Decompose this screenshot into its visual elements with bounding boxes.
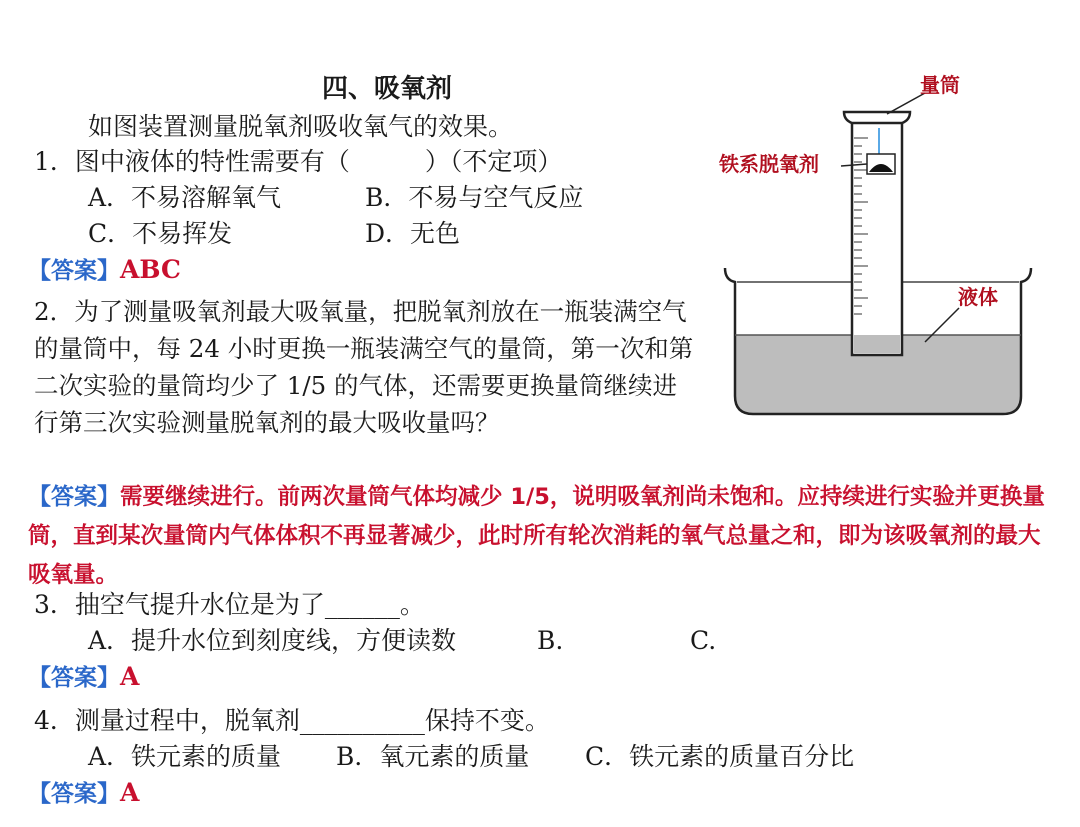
- q4-answer: A: [120, 778, 140, 807]
- apparatus-figure: [715, 68, 1075, 428]
- answer-label: 【答案】: [28, 665, 120, 691]
- q2-answer: 需要继续进行。前两次量筒气体均减少 1/5，说明吸氧剂尚未饱和。应持续进行实验并更换量筒，直到某次量筒内气体体积不再显著减少，此时所有轮次消耗的氧气总量之和，即为该吸氧剂的最大吸氧量。: [28, 484, 1045, 588]
- q1-option-c: C．不易挥发: [88, 219, 233, 248]
- section-title: 四、吸氧剂: [322, 74, 453, 104]
- intro-text: 如图装置测量脱氧剂吸收氧气的效果。: [88, 112, 514, 141]
- label-deoxidizer: 铁系脱氧剂: [719, 152, 819, 176]
- q4-option-a: A．铁元素的质量: [88, 742, 282, 771]
- q4-stem: 4．测量过程中，脱氧剂__________保持不变。: [34, 706, 550, 735]
- answer-label: 【答案】: [28, 258, 120, 284]
- q4-option-c: C．铁元素的质量百分比: [585, 742, 855, 771]
- q1-stem: 1．图中液体的特性需要有（ ）（不定项）: [34, 147, 563, 176]
- q4-option-b: B．氧元素的质量: [336, 742, 530, 771]
- q2-stem: 2．为了测量吸氧剂最大吸氧量，把脱氧剂放在一瓶装满空气的量筒中，每 24 小时更换一瓶装满空气的量筒，第一次和第二次实验的量筒均少了 1/5 的气体，还需要更换量筒继续进行第三次实验测量脱氧剂的最大吸收量吗？: [34, 297, 694, 437]
- answer-label: 【答案】: [28, 781, 120, 807]
- q3-option-a: A．提升水位到刻度线，方便读数: [88, 626, 457, 655]
- q2-answer-row: [28, 477, 1058, 594]
- q1-answer-row: [28, 253, 181, 288]
- cylinder-lip: [844, 112, 910, 123]
- answer-label: 【答案】: [28, 484, 120, 510]
- q1-option-a: A．不易溶解氧气: [88, 183, 282, 212]
- q1-option-b: B．不易与空气反应: [365, 183, 584, 212]
- label-liquid: 液体: [958, 285, 998, 309]
- q3-stem: 3．抽空气提升水位是为了______。: [34, 590, 425, 619]
- q3-answer: A: [120, 662, 140, 691]
- q1-option-d: D．无色: [365, 219, 461, 248]
- label-cylinder: 量筒: [920, 73, 960, 97]
- q3-answer-row: [28, 660, 139, 695]
- q4-answer-row: [28, 776, 139, 811]
- q3-option-c: C.: [690, 626, 717, 655]
- q1-answer: ABC: [120, 255, 181, 284]
- q3-option-b: B.: [537, 626, 564, 655]
- cylinder-liquid: [854, 335, 900, 353]
